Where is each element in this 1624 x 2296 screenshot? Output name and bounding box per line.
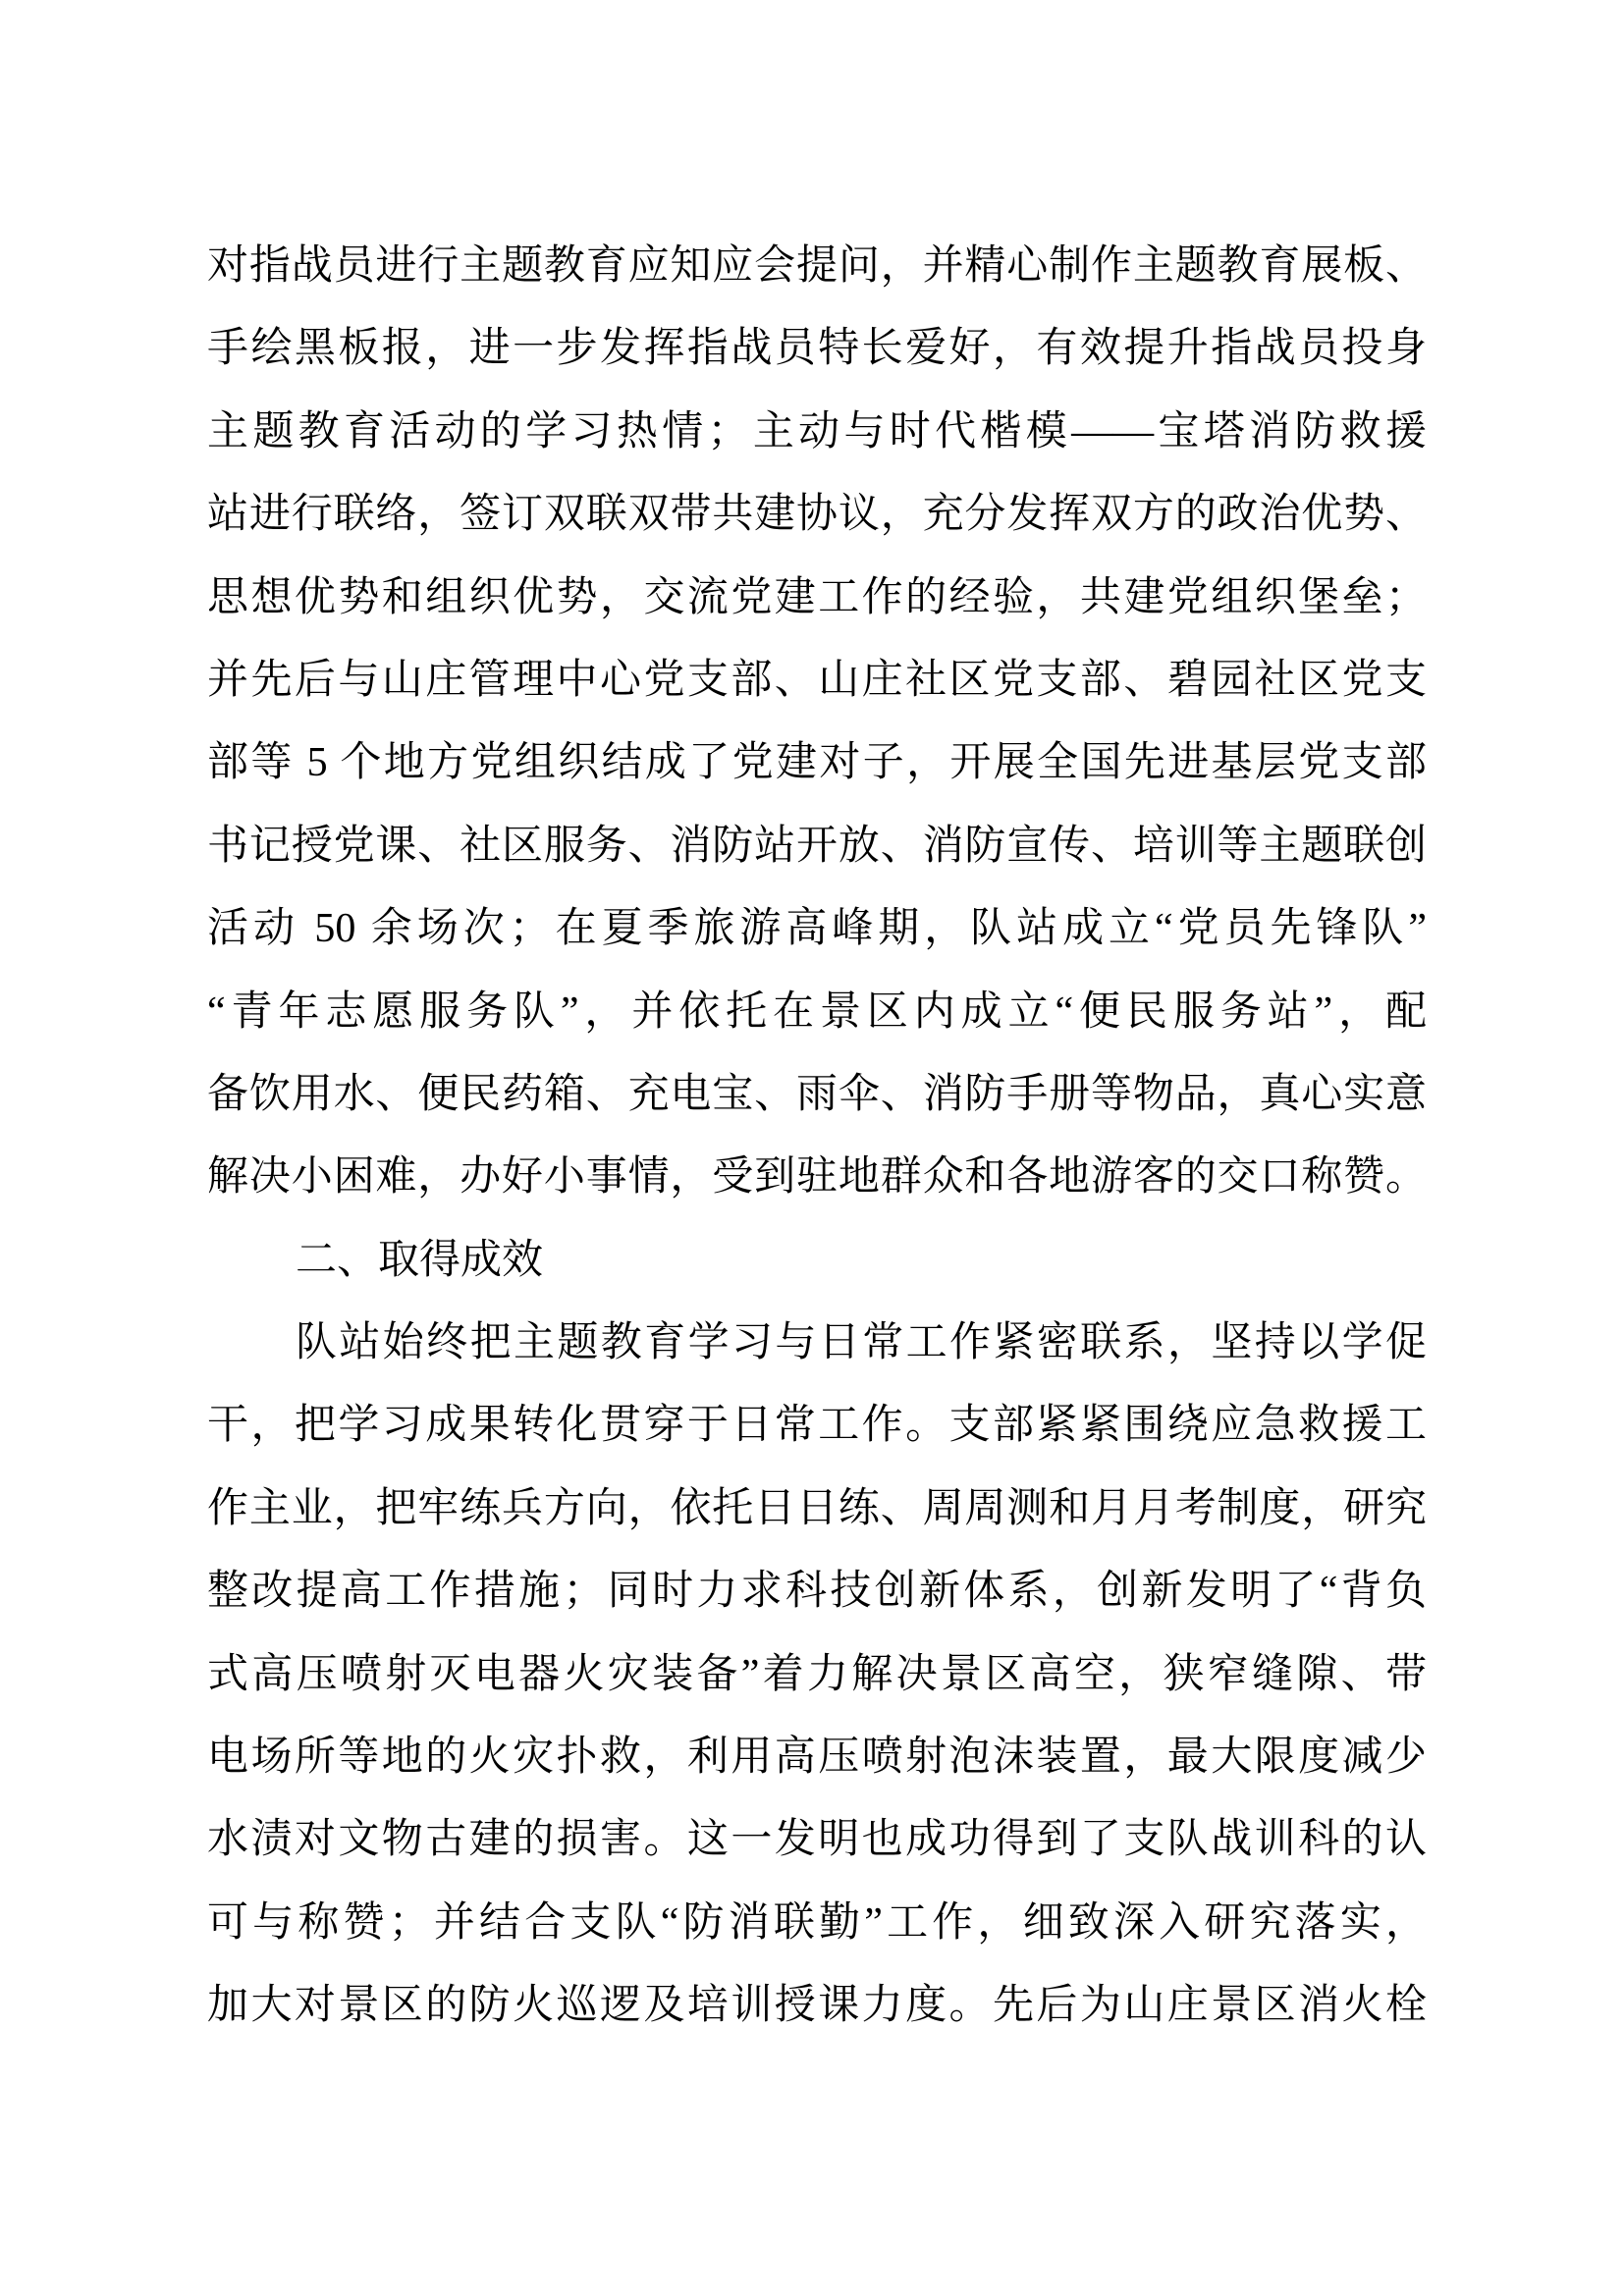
text-line: 电场所等地的火灾扑救，利用高压喷射泡沫装置，最大限度减少 — [207, 1735, 1427, 1781]
text-line: 手绘黑板报，进一步发挥指战员特长爱好，有效提升指战员投身 — [207, 326, 1427, 372]
text-line: 可与称赞；并结合支队“防消联勤”工作，细致深入研究落实， — [207, 1899, 1427, 1946]
text-line: 活动 50 余场次；在夏季旅游高峰期，队站成立“党员先锋队” — [207, 906, 1427, 952]
text-line: 整改提高工作措施；同时力求科技创新体系，创新发明了“背负 — [207, 1569, 1427, 1615]
text-line: 部等 5 个地方党组织结成了党建对子，开展全国先进基层党支部 — [207, 740, 1427, 786]
text-line: 解决小困难，办好小事情，受到驻地群众和各地游客的交口称赞。 — [207, 1154, 1427, 1201]
document-body — [207, 225, 1427, 2048]
text-line: 式高压喷射灭电器火灾装备”着力解决景区高空，狭窄缝隙、带 — [207, 1651, 1427, 1697]
text-line: 队站始终把主题教育学习与日常工作紧密联系，坚持以学促 — [296, 1320, 1427, 1366]
text-line: 思想优势和组织优势，交流党建工作的经验，共建党组织堡垒； — [207, 574, 1427, 620]
text-line: 备饮用水、便民药箱、充电宝、雨伞、消防手册等物品，真心实意 — [207, 1071, 1427, 1117]
text-line: 书记授党课、社区服务、消防站开放、消防宣传、培训等主题联创 — [207, 823, 1427, 869]
text-line: 水渍对文物古建的损害。这一发明也成功得到了支队战训科的认 — [207, 1817, 1427, 1863]
text-line: “青年志愿服务队”，并依托在景区内成立“便民服务站”，配 — [207, 988, 1427, 1035]
text-line: 对指战员进行主题教育应知应会提问，并精心制作主题教育展板、 — [207, 243, 1427, 289]
text-line: 干，把学习成果转化贯穿于日常工作。支部紧紧围绕应急救援工 — [207, 1403, 1427, 1449]
text-line: 并先后与山庄管理中心党支部、山庄社区党支部、碧园社区党支 — [207, 657, 1427, 703]
section-heading: 二、取得成效 — [296, 1237, 544, 1283]
text-line: 主题教育活动的学习热情；主动与时代楷模——宝塔消防救援 — [207, 408, 1427, 454]
text-line: 加大对景区的防火巡逻及培训授课力度。先后为山庄景区消火栓 — [207, 1983, 1427, 2029]
text-line: 作主业，把牢练兵方向，依托日日练、周周测和月月考制度，研究 — [207, 1485, 1427, 1531]
text-line: 站进行联络，签订双联双带共建协议，充分发挥双方的政治优势、 — [207, 492, 1427, 538]
